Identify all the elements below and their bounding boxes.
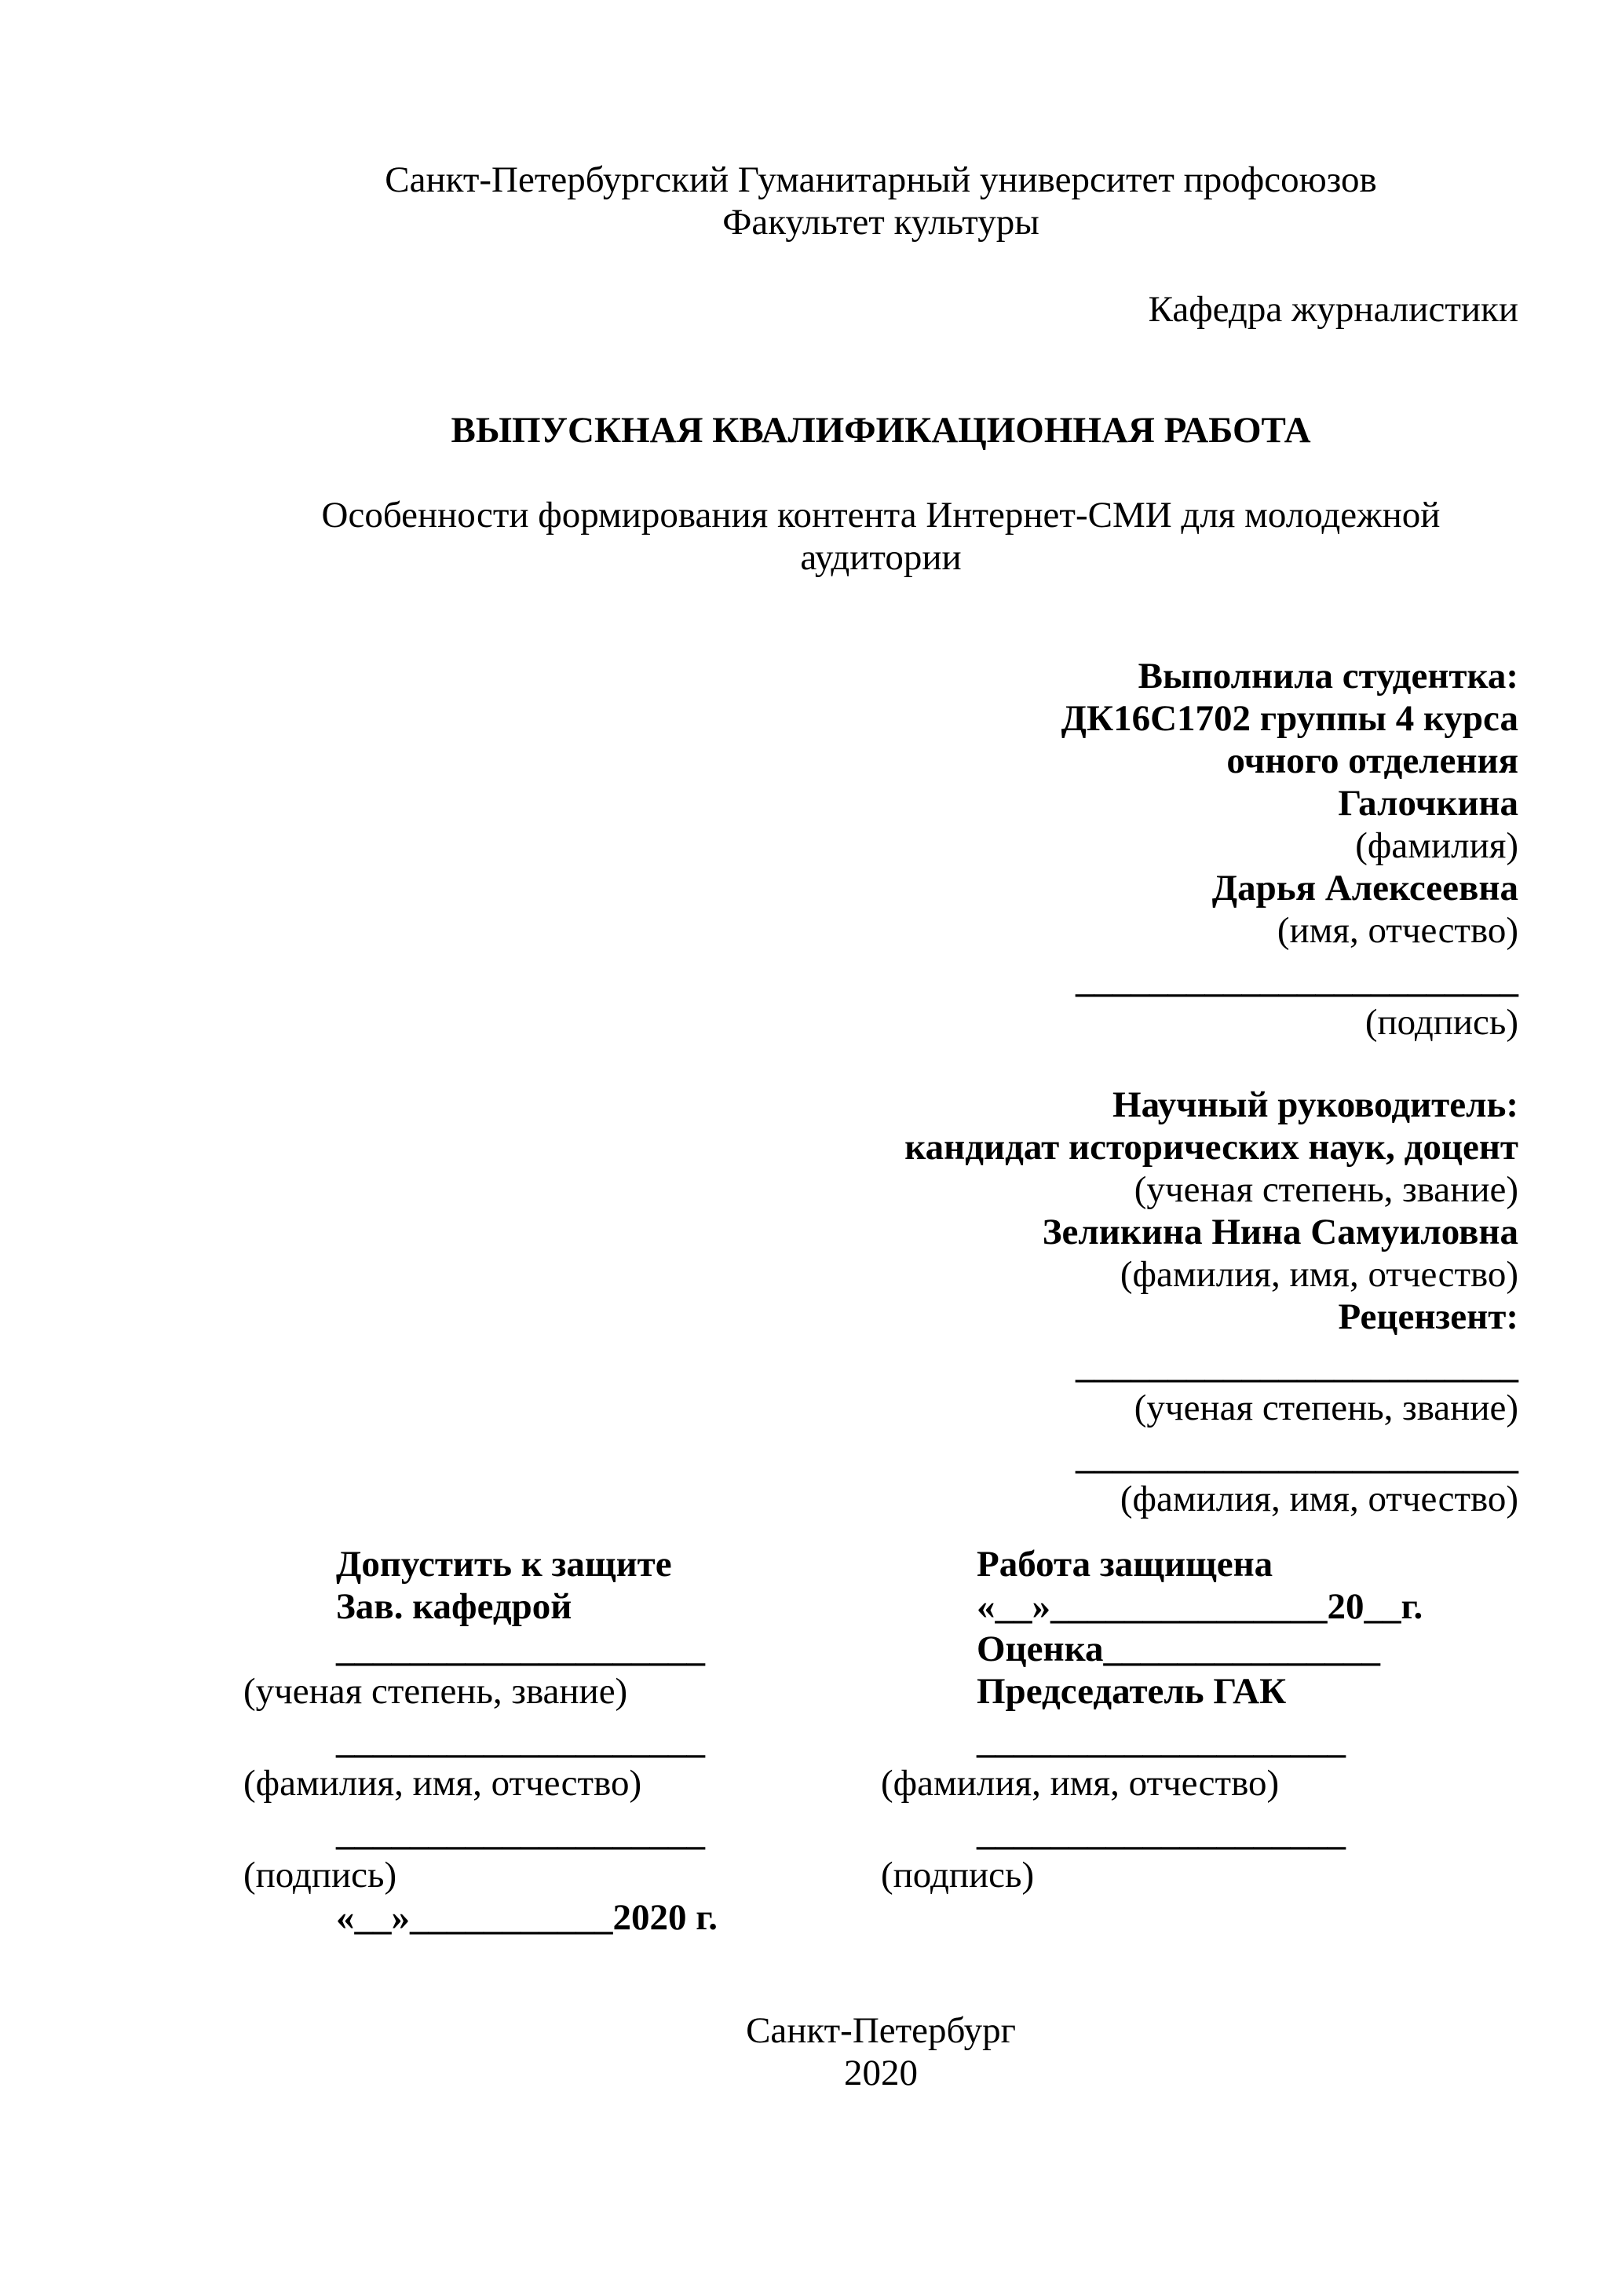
supervisor-and-reviewer-block — [243, 1084, 1518, 1520]
defense-line-1: Работа защищена — [977, 1544, 1273, 1585]
approval-section — [243, 1543, 1518, 1939]
student-signature-caption: (подпись) — [1364, 1002, 1518, 1043]
student-surname-caption: (фамилия) — [1355, 825, 1518, 866]
supervisor-label: Научный руководитель: — [1112, 1084, 1518, 1125]
work-type-title: ВЫПУСКНАЯ КВАЛИФИКАЦИОННАЯ РАБОТА — [451, 410, 1311, 451]
admission-block — [243, 1543, 881, 1939]
supervisor-name-caption: (фамилия, имя, отчество) — [1120, 1254, 1518, 1295]
footer-block — [243, 2009, 1518, 2094]
admission-signature-caption: (подпись) — [243, 1855, 397, 1896]
defense-blank-line-1: ____________________ — [977, 1720, 1346, 1761]
admission-blank-line-1: ____________________ — [336, 1629, 705, 1669]
admission-degree-caption: (ученая степень, звание) — [243, 1671, 628, 1712]
student-role-label: Выполнила студентка: — [1138, 656, 1518, 696]
university-name: Санкт-Петербургский Гуманитарный университет профсоюзов — [385, 159, 1377, 200]
admission-blank-line-3: ____________________ — [336, 1812, 705, 1853]
defense-grade: Оценка_______________ — [977, 1629, 1380, 1669]
reviewer-name-caption: (фамилия, имя, отчество) — [1120, 1479, 1518, 1519]
reviewer-label: Рецензент: — [1338, 1296, 1518, 1337]
student-division: очного отделения — [1226, 740, 1518, 781]
work-topic-line-1: Особенности формирования контента Интернет-СМИ для молодежной — [321, 495, 1441, 536]
faculty-name: Факультет культуры — [722, 202, 1039, 243]
defense-blank-line-2: ____________________ — [977, 1812, 1346, 1853]
work-topic — [243, 494, 1518, 579]
supervisor-degree: кандидат исторических наук, доцент — [904, 1127, 1518, 1168]
footer-year: 2020 — [844, 2053, 918, 2093]
department-name: Кафедра журналистики — [1148, 289, 1518, 330]
student-block — [243, 655, 1518, 1044]
reviewer-degree-line: ________________________ — [1076, 1345, 1518, 1386]
defense-name-caption: (фамилия, имя, отчество) — [881, 1763, 1280, 1804]
admission-blank-line-2: ____________________ — [336, 1720, 705, 1761]
supervisor-name: Зеликина Нина Самуиловна — [1042, 1212, 1518, 1252]
admission-line-2: Зав. кафедрой — [336, 1586, 572, 1627]
supervisor-degree-caption: (ученая степень, звание) — [1134, 1169, 1518, 1210]
student-name: Дарья Алексеевна — [1211, 868, 1518, 909]
reviewer-degree-caption: (ученая степень, звание) — [1134, 1387, 1518, 1428]
defense-signature-caption: (подпись) — [881, 1855, 1035, 1896]
admission-date: «__»___________2020 г. — [336, 1897, 718, 1938]
footer-city: Санкт-Петербург — [746, 2010, 1016, 2051]
student-name-caption: (имя, отчество) — [1277, 910, 1518, 951]
defense-date: «__»_______________20__г. — [977, 1586, 1423, 1627]
defense-chairman: Председатель ГАК — [977, 1671, 1287, 1712]
reviewer-name-line: ________________________ — [1076, 1436, 1518, 1477]
student-signature-line: ________________________ — [1076, 960, 1518, 1000]
student-surname: Галочкина — [1338, 783, 1518, 824]
admission-name-caption: (фамилия, имя, отчество) — [243, 1763, 642, 1804]
defense-block — [881, 1543, 1518, 1939]
student-group: ДК16С1702 группы 4 курса — [1061, 698, 1518, 739]
admission-line-1: Допустить к защите — [336, 1544, 672, 1585]
work-topic-line-2: аудитории — [800, 537, 962, 578]
